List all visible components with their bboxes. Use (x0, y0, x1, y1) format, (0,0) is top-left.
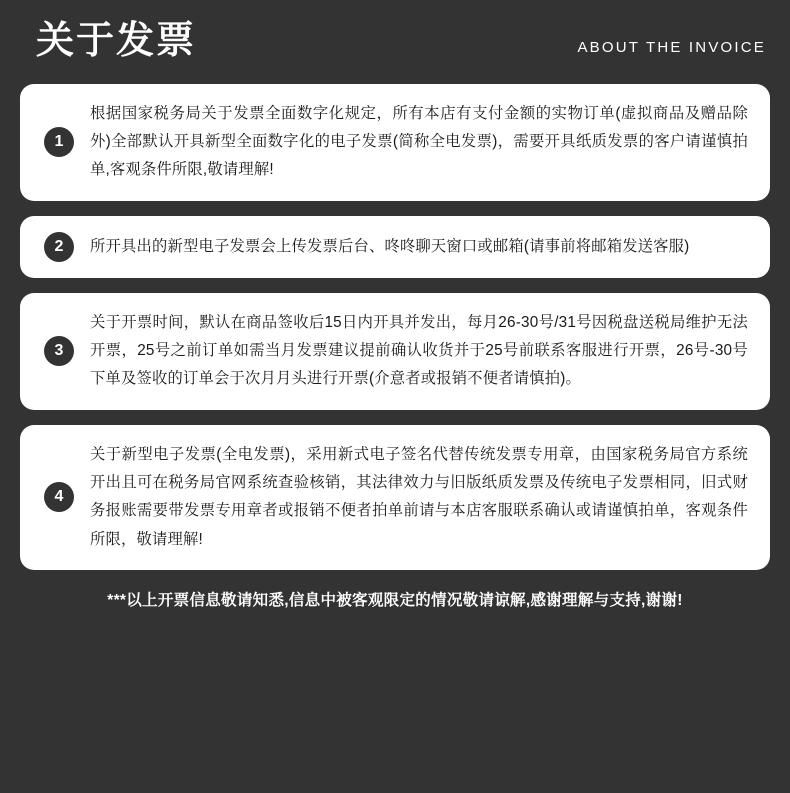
card-body-text: 关于新型电子发票(全电发票)，采用新式电子签名代替传统发票专用章，由国家税务局官方系统开出且可在税务局官网系统查验核销，其法律效力与旧版纸质发票及传统电子发票相同，旧式财务报账需要带发票专用章者或报销不便者拍单前请与本店客服联系确认或请谨慎拍单，客观条件所限，敬请理解! (90, 445, 748, 548)
card-body-text: 所开具出的新型电子发票会上传发票后台、咚咚聊天窗口或邮箱(请事前将邮箱发送客服) (90, 237, 690, 255)
card-body-text: 关于开票时间，默认在商品签收后15日内开具并发出，每月26-30号/31号因税盘送税局维护无法开票，25号之前订单如需当月发票建议提前确认收货并于25号前联系客服进行开票，26号-30号下单及签收的订单会于次月月头进行开票(介意者或报销不便者请慎拍)。 (90, 313, 748, 388)
card-number-badge: 4 (44, 482, 74, 512)
info-card-list (20, 84, 770, 570)
page-title: 关于发票 (36, 20, 197, 62)
card-body-text: 根据国家税务局关于发票全面数字化规定，所有本店有支付金额的实物订单(虚拟商品及赠品除外)全部默认开具新型全面数字化的电子发票(简称全电发票)，需要开具纸质发票的客户请谨慎拍单,客观条件所限,敬请理解! (90, 104, 748, 179)
page-header (20, 22, 770, 62)
info-card (20, 425, 770, 570)
page-subtitle-english: ABOUT THE INVOICE (577, 38, 766, 56)
card-number-badge: 2 (44, 232, 74, 262)
card-number-badge: 3 (44, 336, 74, 366)
card-number-badge: 1 (44, 127, 74, 157)
info-card (20, 216, 770, 278)
info-card (20, 84, 770, 201)
footer-note: ***以上开票信息敬请知悉,信息中被客观限定的情况敬请谅解,感谢理解与支持,谢谢! (107, 591, 683, 609)
info-card (20, 293, 770, 410)
